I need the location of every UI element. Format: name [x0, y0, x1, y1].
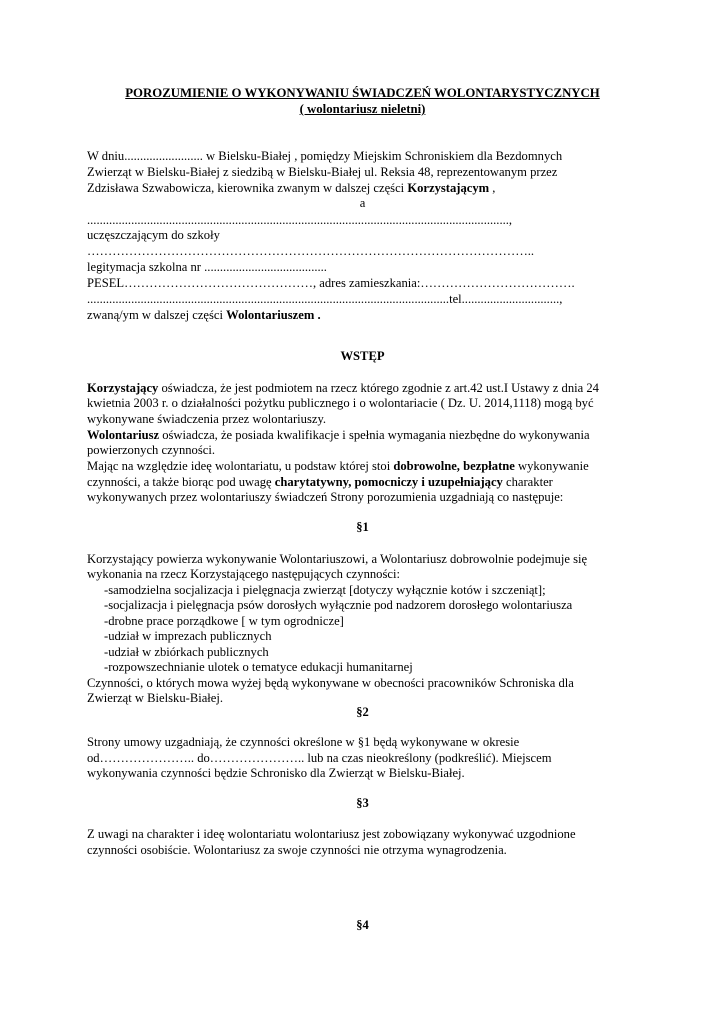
- section-4-heading: §4: [356, 918, 369, 932]
- section-2-line-2: od………………….. do………………….. lub na czas nieokreślony (podkreślić). Miejscem: [87, 751, 552, 765]
- list-item: -samodzielna socjalizacja i pielęgnacja zwierząt [dotyczy wyłącznie kotów i szczeniąt];: [104, 583, 546, 597]
- pesel-address-line: PESEL………………………………………, adres zamieszkania:……………………………….: [87, 276, 575, 290]
- section-1-line-3: Czynności, o których mowa wyżej będą wykonywane w obecności pracowników Schroniska dla: [87, 676, 574, 690]
- parties-line-3: Zdzisława Szwabowicza, kierownika zwanym w dalszej części Korzystającym ,: [87, 181, 496, 195]
- wolontariuszem-term: Wolontariuszem .: [226, 308, 321, 322]
- school-label: uczęszczającym do szkoły: [87, 228, 220, 242]
- section-1-line-2: wykonania na rzecz Korzystającego następujących czynności:: [87, 567, 400, 581]
- intro-line-2: kwietnia 2003 r. o działalności pożytku publicznego i o wolontariacie ( Dz. U. 2014,1118) mogą być: [87, 396, 594, 410]
- intro-line-8: wykonywanych przez wolontariuszy świadczeń Strony porozumienia uzgadniają co następuje:: [87, 490, 564, 504]
- intro-line-5: powierzonych czynności.: [87, 443, 215, 457]
- intro-line-1: Korzystający oświadcza, że jest podmiotem na rzecz którego zgodnie z art.42 ust.I Ustawy z dnia 24: [87, 381, 599, 395]
- section-2-line-1: Strony umowy uzgadniają, że czynności określone w §1 będą wykonywane w okresie: [87, 735, 520, 749]
- section-1-heading: §1: [356, 520, 369, 534]
- intro-line-3: wykonywane świadczenia przez wolontariuszy.: [87, 412, 327, 426]
- intro-line-4: Wolontariusz oświadcza, że posiada kwalifikacje i spełnia wymagania niezbędne do wykonywania: [87, 428, 590, 442]
- phone-fill-line: ...................................................................................................................tel...............................,: [87, 292, 563, 306]
- school-id-line: legitymacja szkolna nr .......................................: [87, 260, 327, 274]
- school-fill-line: ……………………………………………………………………………………………..: [87, 244, 535, 258]
- section-3-heading: §3: [356, 796, 369, 810]
- section-3-line-2: czynności osobiście. Wolontariusz za swoje czynności nie otrzyma wynagrodzenia.: [87, 843, 507, 857]
- intro-line-7: czynności, a także biorąc pod uwagę charytatywny, pomocniczy i uzupełniający charakter: [87, 475, 553, 489]
- section-2-heading: §2: [356, 705, 369, 719]
- document-title: POROZUMIENIE O WYKONYWANIU ŚWIADCZEŃ WOLONTARYSTYCZNYCH: [125, 86, 600, 100]
- korzystajacym-term: Korzystającym: [407, 181, 490, 195]
- name-fill-line: ......................................................................................................................................,: [87, 213, 513, 227]
- list-item: -drobne prace porządkowe [ w tym ogrodnicze]: [104, 614, 344, 628]
- list-item: -rozpowszechnianie ulotek o tematyce edukacji humanitarnej: [104, 660, 413, 674]
- intro-heading: WSTĘP: [340, 349, 385, 363]
- intro-line-6: Mając na względzie ideę wolontariatu, u podstaw której stoi dobrowolne, bezpłatne wykonywanie: [87, 459, 589, 473]
- document-subtitle: ( wolontariusz nieletni): [299, 102, 426, 116]
- section-2-line-3: wykonywania czynności będzie Schronisko dla Zwierząt w Bielsku-Białej.: [87, 766, 465, 780]
- section-1-line-4: Zwierząt w Bielsku-Białej.: [87, 691, 224, 705]
- parties-line-2: Zwierząt w Bielsku-Białej z siedzibą w Bielsku-Białej ul. Reksia 48, reprezentowanym przez: [87, 165, 558, 179]
- parties-conjunction: a: [359, 196, 366, 210]
- section-1-line-1: Korzystający powierza wykonywanie Wolontariuszowi, a Wolontariusz dobrowolnie podejmuje się: [87, 552, 588, 566]
- list-item: -udział w imprezach publicznych: [104, 629, 272, 643]
- parties-line-11: zwaną/ym w dalszej części Wolontariuszem .: [87, 308, 321, 322]
- section-3-line-1: Z uwagi na charakter i ideę wolontariatu wolontariusz jest zobowiązany wykonywać uzgodnione: [87, 827, 576, 841]
- list-item: -socjalizacja i pielęgnacja psów dorosłych wyłącznie pod nadzorem dorosłego wolontariusza: [104, 598, 573, 612]
- parties-line-1: W dniu......................... w Bielsku-Białej , pomiędzy Miejskim Schroniskiem dla Bezdomnych: [87, 149, 563, 163]
- list-item: -udział w zbiórkach publicznych: [104, 645, 269, 659]
